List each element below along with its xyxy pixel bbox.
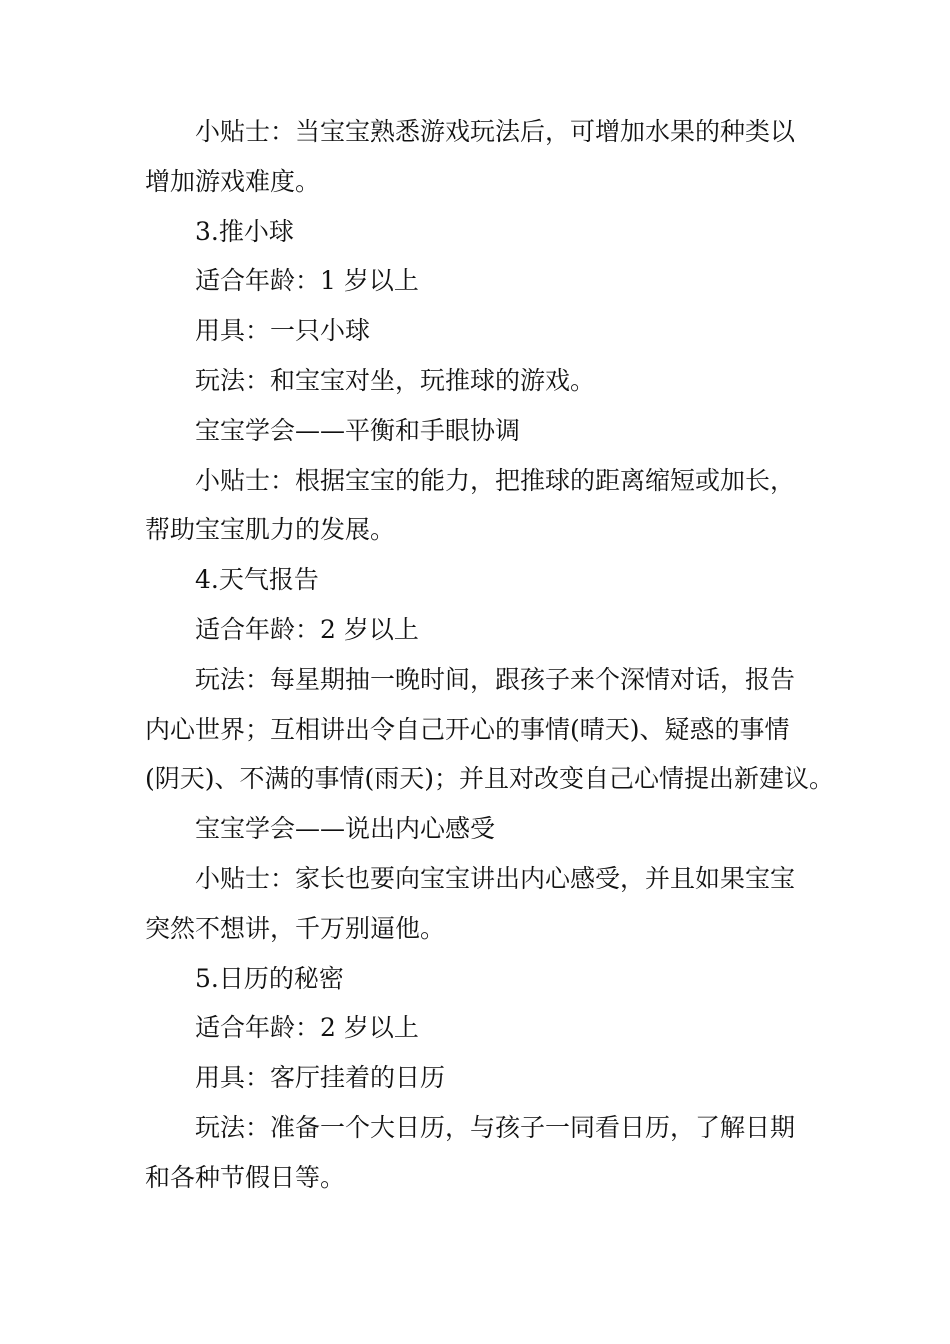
learning-line: 宝宝学会——说出内心感受 (195, 814, 496, 844)
tools-line: 用具：一只小球 (195, 316, 371, 346)
play-method-line: 玩法：准备一个大日历，与孩子一同看日历，了解日期 (195, 1112, 796, 1142)
tip-paragraph-line: 小贴士：根据宝宝的能力，把推球的距离缩短或加长， (195, 465, 796, 495)
section-heading: 4.天气报告 (195, 565, 319, 595)
tip-paragraph-line: 突然不想讲，千万别逼他。 (145, 913, 446, 943)
section-heading: 5.日历的秘密 (195, 963, 344, 993)
play-method-line: 和各种节假日等。 (145, 1162, 346, 1192)
play-method-line: (阴天)、不满的事情(雨天)；并且对改变自己心情提出新建议。 (145, 764, 835, 794)
section-heading: 3.推小球 (195, 216, 294, 246)
tip-paragraph-line: 小贴士：当宝宝熟悉游戏玩法后，可增加水果的种类以 (195, 117, 796, 146)
play-method-line: 玩法：和宝宝对坐，玩推球的游戏。 (195, 365, 596, 395)
age-line: 适合年龄：2 岁以上 (195, 614, 419, 644)
age-line: 适合年龄：1 岁以上 (195, 266, 419, 296)
tip-paragraph-line: 小贴士：家长也要向宝宝讲出内心感受，并且如果宝宝 (195, 863, 796, 893)
age-line: 适合年龄：2 岁以上 (195, 1013, 419, 1043)
play-method-line: 内心世界；互相讲出令自己开心的事情(晴天)、疑惑的事情 (145, 714, 790, 744)
tip-paragraph-line: 帮助宝宝肌力的发展。 (145, 515, 396, 545)
document-page (145, 107, 835, 1203)
learning-line: 宝宝学会——平衡和手眼协调 (195, 415, 521, 445)
tools-line: 用具：客厅挂着的日历 (195, 1063, 446, 1093)
tip-paragraph-line: 增加游戏难度。 (145, 166, 321, 196)
play-method-line: 玩法：每星期抽一晚时间，跟孩子来个深情对话，报告 (195, 664, 796, 694)
